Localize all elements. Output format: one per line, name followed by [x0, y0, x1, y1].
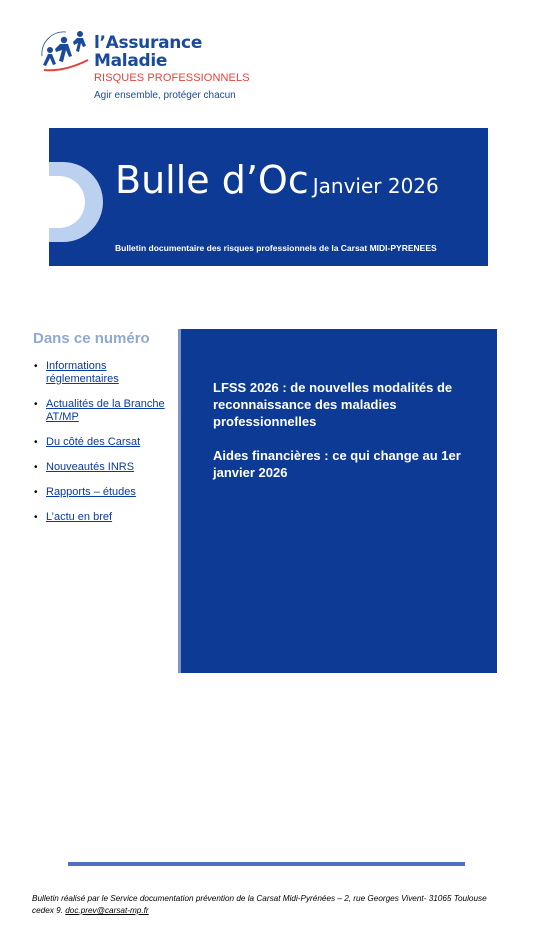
headline-lfss: LFSS 2026 : de nouvelles modalités de reconnaissance des maladies professionnelles [213, 380, 453, 429]
footer-text [32, 893, 502, 917]
headlines-box [178, 329, 497, 673]
toc-title: Dans ce numéro [33, 330, 150, 347]
toc-item [32, 511, 172, 524]
toc-link-actu[interactable]: L’actu en bref [46, 511, 113, 523]
bullet-icon: • [34, 437, 38, 448]
assurance-maladie-logo [36, 26, 256, 106]
bullet-icon: • [34, 487, 38, 498]
toc-list [32, 360, 172, 536]
headline-aides: Aides financières : ce qui change au 1er janvier 2026 [213, 448, 461, 480]
bulletin-banner [49, 128, 488, 266]
toc-item [32, 461, 172, 474]
bullet-icon: • [34, 512, 38, 523]
bullet-icon: • [34, 462, 38, 473]
bulletin-name: Bulle d’Oc [115, 158, 309, 202]
toc-item [32, 486, 172, 499]
toc-link-inrs[interactable]: Nouveautés INRS [46, 461, 135, 473]
bulletin-title [115, 158, 439, 208]
bullet-icon: • [34, 361, 38, 372]
logo-line-2: Maladie [94, 51, 168, 71]
toc-link-rapports[interactable]: Rapports – études [46, 486, 136, 498]
family-figures-icon [36, 26, 92, 74]
toc-link-carsat[interactable]: Du côté des Carsat [46, 436, 141, 448]
toc-item [32, 436, 172, 449]
logo-subtitle: RISQUES PROFESSIONNELS [94, 72, 250, 84]
footer-divider [68, 862, 465, 866]
bullet-icon: • [34, 399, 38, 410]
toc-item [32, 360, 172, 386]
logo-tagline: Agir ensemble, protéger chacun [94, 90, 236, 101]
footer-email-link[interactable]: doc.prev@carsat-mp.fr [65, 906, 149, 915]
toc-item [32, 398, 172, 424]
footer-address: Bulletin réalisé par le Service documentation prévention de la Carsat Midi-Pyrénées – 2, rue Georges Vivent- 31065 Toulouse cedex 9. [32, 894, 487, 915]
bulletin-date: Janvier 2026 [312, 174, 439, 198]
bulletin-subtitle: Bulletin documentaire des risques professionnels de la Carsat MIDI-PYRENEES [115, 243, 437, 253]
toc-link-actualites[interactable]: Actualités de la Branche AT/MP [46, 398, 165, 423]
toc-link-informations[interactable]: Informations réglementaires [46, 360, 119, 385]
logo-line-1: l’Assurance [94, 33, 203, 53]
banner-arc-decoration [49, 162, 113, 242]
